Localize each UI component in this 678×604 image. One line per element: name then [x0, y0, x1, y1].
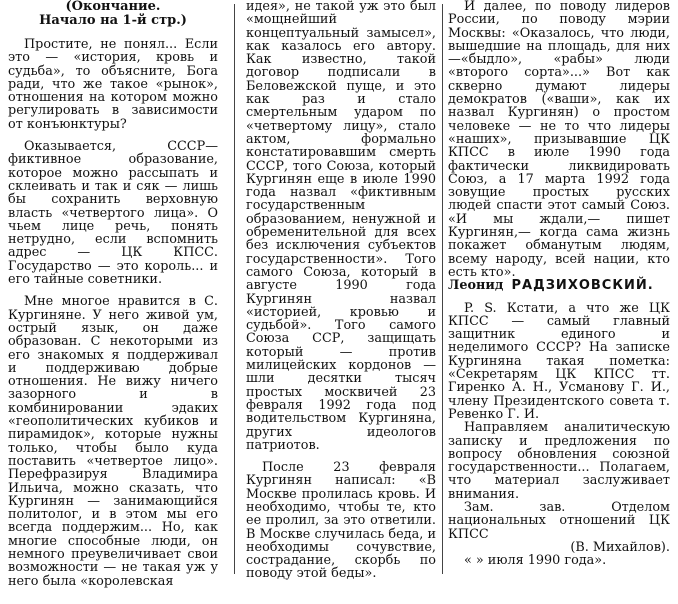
continuation-line-2: Начало на 1-й стр.): [39, 13, 187, 28]
postscript: P. S. Кстати, а что же ЦК КПСС — самый главный защитник единого и неделимого СССР? На записке Кургиняна такая пометка: «Секретарям ЦК КПСС тт. Гиренко А. Н., Усманову Г. И., члену Президентского совета т. Ревенко Г. И.: [448, 300, 670, 422]
article-column-1: [8, 0, 218, 604]
paragraph: И далее, по поводу лидеров России, по поводу мэрии Москвы: «Оказалось, что люди, вышедшие на площадь, для них—«быдло», «рабы» люди «второго сорта»...» Вот как скверно думают лидеры демократов («ваши», как их назвал Кургинян) о простом человеке — не то что лидеры «наших», призывавшие ЦК КПСС в июле 1990 года фактически ликвидировать Союз, а 17 марта 1992 года зовущие простых русских людей спасти этот самый Союз. «И мы ждали,— пишет Кургинян,— когда сама жизнь покажет обманутым людям, всему народу, всей нации, кто есть кто».: [448, 0, 670, 280]
paragraph: Мне многое нравится в С. Кургиняне. У него живой ум, острый язык, он даже образован. С некоторыми из его знакомых я поддерживал и поддерживаю добрые отношения. Не вижу ничего зазорного и в комбинировании эдаких «геополитических кубиков и пирамидок», которые нужны только, чтобы было куда поставить «четвертое лицо». Перефразируя Владимира Ильича, можно сказать, что Кургинян — занимающийся политолог, и в этом мы его всегда поддержим... Но, как многие способные люди, он немного преувеличивает свои возможности — не такая уж у него была «королевская: [8, 294, 218, 589]
paragraph: После 23 февраля Кургинян написал: «В Москве пролилась кровь. И необходимо, чтобы те, кто ее пролил, за это ответили. В Москве случилась беда, и необходимы сочувствие, сострадание, скорбь по поводу этой беды».: [246, 460, 436, 582]
author-first-name: Леонид: [448, 278, 504, 294]
quote-signoff: Зам. зав. Отделом национальных отношений ЦК КПСС: [448, 499, 670, 542]
paragraph: идея», не такой уж это был «мощнейший концептуальный замысел», как казалось его автору. Как известно, такой договор подписали в Беловежской пуще, и это как раз и стало смертельным ударом по «четвертому лицу», стало актом, формально констатировавшим смерть СССР, того Союза, который Кургинян еще в июле 1990 года назвал «фиктивным государственным образованием, ненужной и обременительной для всех без исключения субъектов государственности». Того самого Союза, который в августе 1990 года Кургинян назвал «историей, кровью и судьбой». Того самого Союза ССР, защищать который — против милицейских кордонов — шли десятки тысяч простых москвичей 23 февраля 1992 года под водительством Кургиняна, других идеологов патриотов.: [246, 0, 436, 453]
quote-signer: (В. Михайлов).: [570, 539, 670, 555]
continuation-header: [8, 0, 218, 28]
author-last-name: РАДЗИХОВСКИЙ.: [511, 278, 654, 294]
quote-date: « » июля 1990 года».: [464, 553, 607, 569]
quote-paragraph: Направляем аналитическую записку и предложения по вопросу обновления союзной государственности... Полагаем, что материал заслуживает внимания.: [448, 420, 670, 502]
author-signature: [448, 279, 670, 292]
paragraph: Оказывается, СССР—фиктивное образование, которое можно рассыпать и склеивать и так и сяк — лишь бы сохранить верховную власть «четвертого лица». О чьем лице речь, понять нетрудно, если вспомнить адрес — ЦК КПСС. Государство — это король... и его тайные советники.: [8, 139, 218, 288]
paragraph: Простите, не понял... Если это — «история, кровь и судьба», то объясните, Бога ради, что же такое «рынок», отношения на котором можно регулировать в зависимости от конъюнктуры?: [8, 37, 218, 132]
article-column-3: [448, 0, 670, 604]
column-divider: [234, 4, 235, 574]
column-divider: [442, 4, 443, 574]
article-column-2: [246, 0, 436, 604]
continuation-line-1: (Окончание.: [65, 0, 161, 14]
